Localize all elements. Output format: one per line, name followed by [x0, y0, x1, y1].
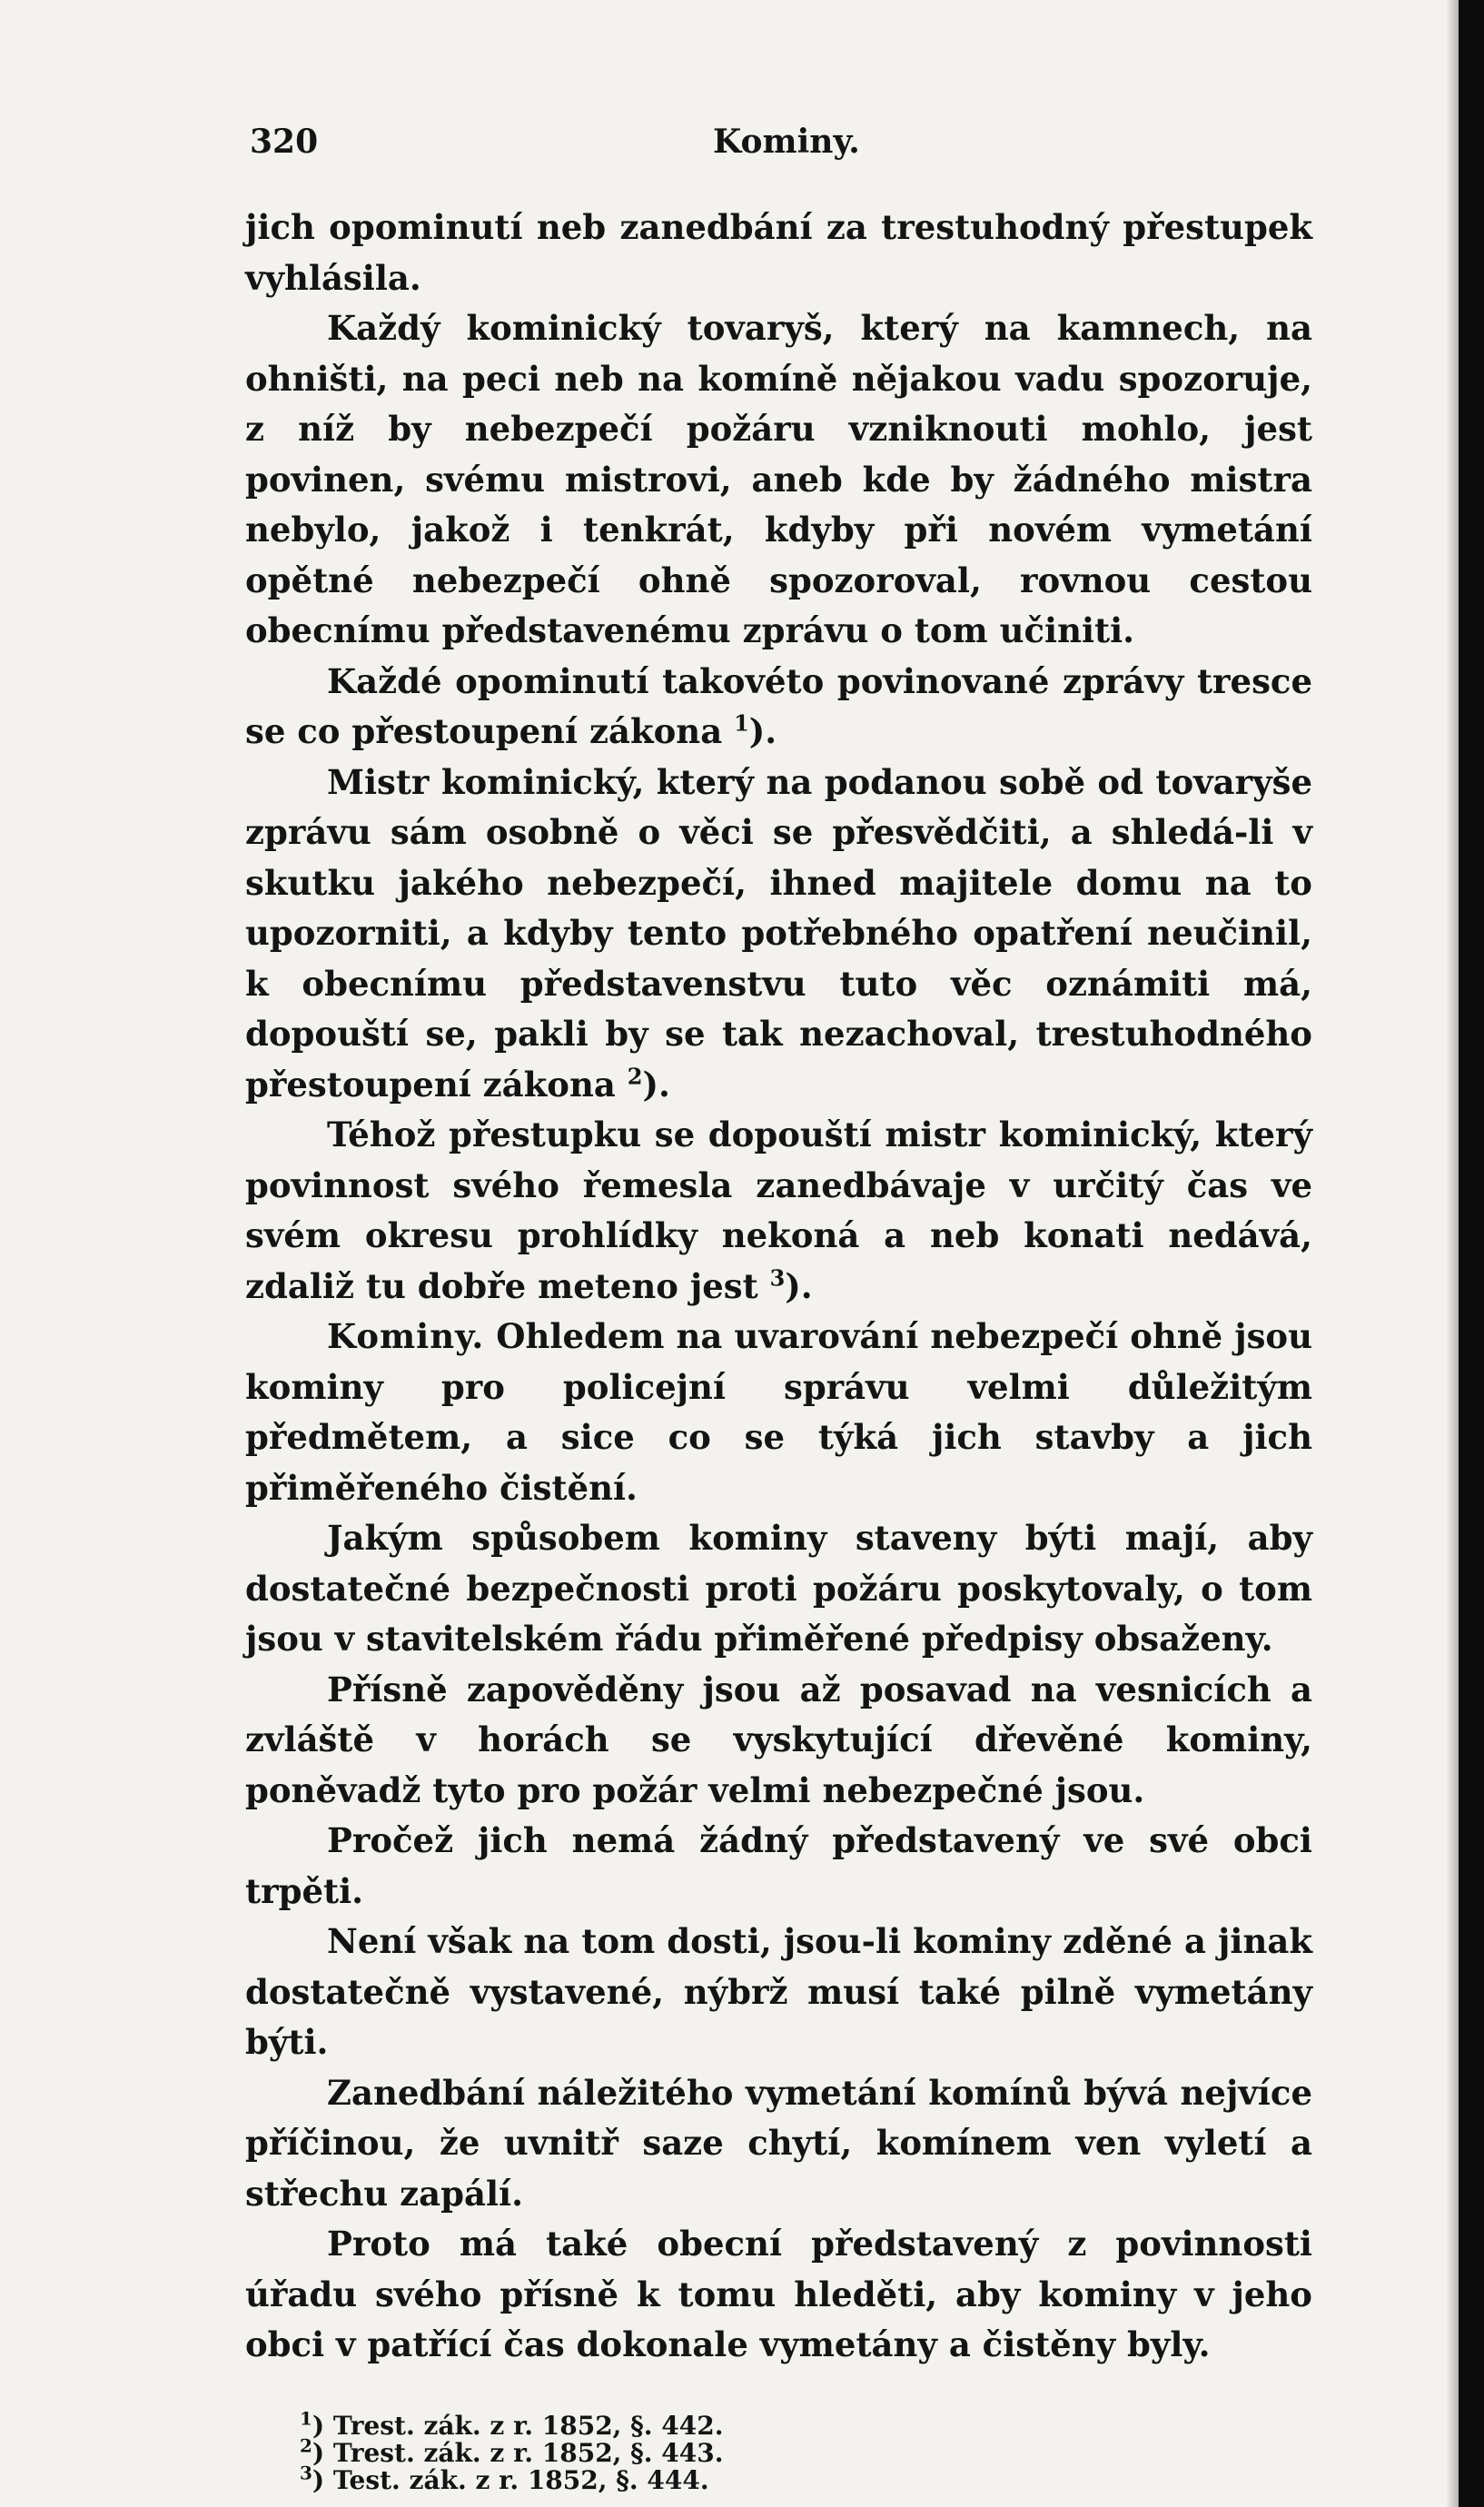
- paragraph: Mistr kominický, který na podanou sobě od tovaryše zprávu sám osobně o věci se přesvědčiti, a shledá-li v skutku jakého nebezpečí, ihned majitele domu na to upozorniti, a kdyby tento potřebného opatření neučinil, k obecnímu představenstvu tuto věc oznámiti má, dopouští se, pakli by se tak nezachoval, trestuhodného přestoupení zákona $^2$).: [245, 761, 1312, 1105]
- paragraph: jich opominutí neb zanedbání za trestuhodný přestupek vyhlásila.: [245, 207, 1312, 298]
- paragraph: Kominy. Ohledem na uvarování nebezpečí ohně jsou kominy pro policejní správu velmi důležitým předmětem, a sice co se týká jich stavby a jich přiměřeného čistění.: [245, 1316, 1312, 1508]
- paragraph: Přísně zapověděny jsou až posavad na vesnicích a zvláště v horách se vyskytující dřevěné kominy, poněvadž tyto pro požár velmi nebezpečné jsou.: [245, 1669, 1312, 1810]
- paragraph: Zanedbání náležitého vymetání komínů bývá nejvíce příčinou, že uvnitř saze chytí, komínem ven vyletí a střechu zapálí.: [245, 2072, 1312, 2214]
- footnote: $^2$) Trest. zák. z r. 1852, §. 443.: [300, 2434, 724, 2468]
- paragraph: Proto má také obecní představený z povinnosti úřadu svého přísně k tomu hleděti, aby kominy v jeho obci v patřící čas dokonale vymetány a čistěny byly.: [245, 2224, 1312, 2364]
- footnote: $^1$) Trest. zák. z r. 1852, §. 442.: [300, 2407, 724, 2441]
- book-page: [245, 123, 1312, 2494]
- page-edge: [1459, 0, 1484, 2507]
- page-number: 320: [250, 123, 319, 161]
- paragraph: Každé opominutí takovéto povinované zprávy tresce se co přestoupení zákona $^1$).: [245, 660, 1312, 751]
- footnote-ref: 2: [627, 1063, 643, 1090]
- paragraph: Každý kominický tovaryš, který na kamnech, na ohništi, na peci neb na komíně nějakou vadu spozoruje, z níž by nebezpečí požáru vzniknouti mohlo, jest povinen, svému mistrovi, aneb kde by žádného mistra nebylo, jakož i tenkrát, kdyby při novém vymetání opětné nebezpečí ohně spozoroval, rovnou cestou obecnímu představenému zprávu o tom učiniti.: [245, 308, 1312, 650]
- paragraph: Téhož přestupku se dopouští mistr kominický, který povinnost svého řemesla zanedbávaje v určitý čas ve svém okresu prohlídky nekoná a neb konati nedává, zdaliž tu dobře meteno jest $^3$).: [245, 1115, 1312, 1306]
- running-title: Kominy.: [713, 123, 860, 161]
- page-edge-shadow: [1446, 0, 1459, 2507]
- section-term: Kominy.: [327, 1316, 485, 1356]
- paragraph: Pročež jich nemá žádný představený ve své obci trpěti.: [245, 1820, 1312, 1911]
- page-header: [245, 123, 1312, 186]
- footnotes: [245, 2407, 1312, 2495]
- paragraph: Není však na tom dosti, jsou-li kominy zděné a jinak dostatečně vystavené, nýbrž musí také pilně vymetány býti.: [245, 1921, 1312, 2062]
- footnote-ref: 1: [734, 709, 749, 737]
- paragraph: Jakým spůsobem kominy staveny býti mají, aby dostatečné bezpečnosti proti požáru poskytovaly, o tom jsou v stavitelském řádu přiměřené předpisy obsaženy.: [245, 1518, 1312, 1659]
- footnote: $^3$) Test. zák. z r. 1852, §. 444.: [300, 2462, 709, 2495]
- body-text: [245, 203, 1312, 2371]
- footnote-ref: 3: [769, 1264, 786, 1292]
